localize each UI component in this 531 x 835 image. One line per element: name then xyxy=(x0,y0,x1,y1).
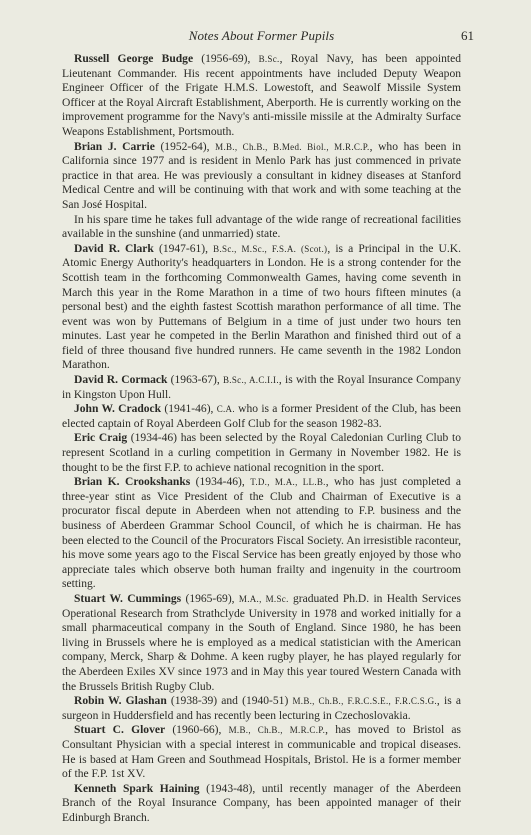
entry-name: Eric Craig xyxy=(74,432,128,445)
entry-years: (1952-64), xyxy=(154,140,216,153)
entry-name: Kenneth Spark Haining xyxy=(74,782,200,795)
entry-qualifications: B.Sc., M.Sc., F.S.A. (Scot.) xyxy=(213,243,328,254)
entry-years: (1965-69), xyxy=(181,592,239,605)
entry-budge xyxy=(62,52,461,140)
entry-text: , is a surgeon in Huddersfield and has recently been lecturing in Czechoslovakia. xyxy=(62,695,461,722)
entry-qualifications: M.B., Ch.B., F.R.C.S.E., F.R.C.S.G. xyxy=(292,696,437,707)
entry-qualifications: M.B., Ch.B., B.Med. Biol., M.R.C.P. xyxy=(215,141,370,152)
entry-name: David R. Clark xyxy=(74,242,154,255)
entry-name: David R. Cormack xyxy=(74,374,168,387)
entry-qualifications: B.Sc. xyxy=(258,54,280,64)
entry-years: (1938-39) and (1940-51) xyxy=(166,695,293,708)
entry-haining xyxy=(62,782,461,826)
entry-carrie xyxy=(62,140,461,213)
entry-qualifications: B.Sc., A.C.I.I. xyxy=(223,375,279,386)
entry-text: , is a Principal in the U.K. Atomic Energy Authority's headquarters in London. He is a strong contender for the Scottish team in the forthcoming Commonwealth Games, having come seventh in March this year in the Rome Marathon in a time of two hours fifteen minutes (a personal best) and the eighth fastest Scottish marathon performance of all time. The event was won by Puttemans of Belgium in a time of just under two hours ten minutes. Last year he competed in the Berlin Marathon and finished third out of a field of three thousand five hundred runners. He came seventh in the 1982 London Marathon. xyxy=(62,242,461,372)
entry-years: (1934-46) xyxy=(127,432,181,445)
entry-crookshanks xyxy=(62,475,461,592)
entry-text: , is with the Royal Insurance Company in Kingston Upon Hull. xyxy=(62,374,461,401)
entry-years: (1960-66), xyxy=(165,724,229,737)
entry-qualifications: T.D., M.A., LL.B. xyxy=(250,477,326,488)
entry-text: has been selected by the Royal Caledonian Curling Club to represent Scotland in a curling competition in Germany in November 1982. He is thought to be the first F.P. to achieve national recognition in the sport. xyxy=(62,432,462,474)
entry-qualifications: M.A., M.Sc. xyxy=(238,593,289,604)
entry-cormack xyxy=(62,373,461,402)
page-number: 61 xyxy=(461,28,474,43)
entry-name: Brian J. Carrie xyxy=(74,140,155,153)
entry-craig xyxy=(62,431,461,475)
entry-text: In his spare time he takes full advantage of the wide range of recreational facilities available in the sunshine (and unmarried) state. xyxy=(62,213,461,241)
notes-body xyxy=(62,52,461,825)
entry-qualifications: C.A. xyxy=(216,404,235,415)
entry-text: who is a former President of the Club, has been elected captain of Royal Aberdeen Golf Club for the season 1982-83. xyxy=(62,403,461,430)
running-header xyxy=(62,28,474,48)
entry-name: Russell George Budge xyxy=(74,53,194,65)
entry-name: Robin W. Glashan xyxy=(74,695,167,708)
entry-name: Stuart W. Cummings xyxy=(74,592,182,605)
entry-carrie-continued xyxy=(62,213,461,242)
entry-name: Stuart C. Glover xyxy=(74,724,166,737)
entry-text: , has moved to Bristol as Consultant Physician with a special interest in communicable and tropical diseases. He is based at Ham Green and Southmead Hospitals, Bristol. He is a former member of the F.P. 1st XV. xyxy=(62,724,462,781)
entry-text: , Royal Navy, has been appointed Lieutenant Commander. His recent appointments have included Deputy Weapon Engineer Officer of the Frigate H.M.S. Lowestoft, and Seawolf Missile System Officer at the Royal Aircraft Establishment, Aberporth. He is currently working on the improvement programme for the Navy's anti-missile missile at the Admiralty Surface Weapons Establishment, Portsmouth. xyxy=(62,53,461,138)
entry-qualifications: M.B., Ch.B., M.R.C.P. xyxy=(228,725,326,736)
entry-years: (1963-67), xyxy=(167,374,223,387)
entry-years: (1943-48), xyxy=(199,782,262,795)
entry-name: John W. Cradock xyxy=(74,403,162,416)
entry-years: (1934-46), xyxy=(190,476,251,489)
entry-cradock xyxy=(62,402,461,431)
entry-years: (1941-46), xyxy=(161,403,217,416)
entry-glover xyxy=(62,723,461,781)
running-title: Notes About Former Pupils xyxy=(188,28,335,43)
entry-text: , who has been in California since 1977 and is resident in Menlo Park has just commenced in private practice in that area. He was previously a consultant in kidney diseases at Stanford Medical Centre and will be continuing with that work and with some teaching at the San José Hospital. xyxy=(62,140,462,211)
entry-name: Brian K. Crookshanks xyxy=(74,476,191,489)
entry-years: (1956-69), xyxy=(193,53,259,65)
entry-text: , who has just completed a three-year stint as Vice President of the Club and Chairman of Executive is a procurator fiscal depute in Aberdeen when not attending to F.P. business and the business of Aberdeen Grammar School Council, of which he is chairman. He has been elected to the Council of the Procurators Fiscal Society. An irresistible raconteur, his move some years ago to the Fiscal Service has been greatly enjoyed by those who appreciate tales which observe both human frailty and ingenuity in the courtroom setting. xyxy=(62,476,462,591)
entry-cummings xyxy=(62,592,461,694)
entry-clark xyxy=(62,242,461,373)
entry-years: (1947-61), xyxy=(153,242,214,255)
entry-glashan xyxy=(62,694,461,723)
entry-text: graduated Ph.D. in Health Services Operational Research from Strathclyde University in 1978 and worked initially for a small pharmaceutical company in the South of England. Since 1980, he has been living in Brussels where he is employed as a medical statistician with the American company, Merck, Sharp & Dohme. A keen rugby player, he has played regularly for the Aberdeen Exiles XV since 1973 and in May this year toured Western Canada with the Brussels British Rugby Club. xyxy=(62,592,461,693)
entry-text: until recently manager of the Aberdeen Branch of the Royal Insurance Company, has been appointed manager of their Edinburgh Branch. xyxy=(62,782,461,824)
